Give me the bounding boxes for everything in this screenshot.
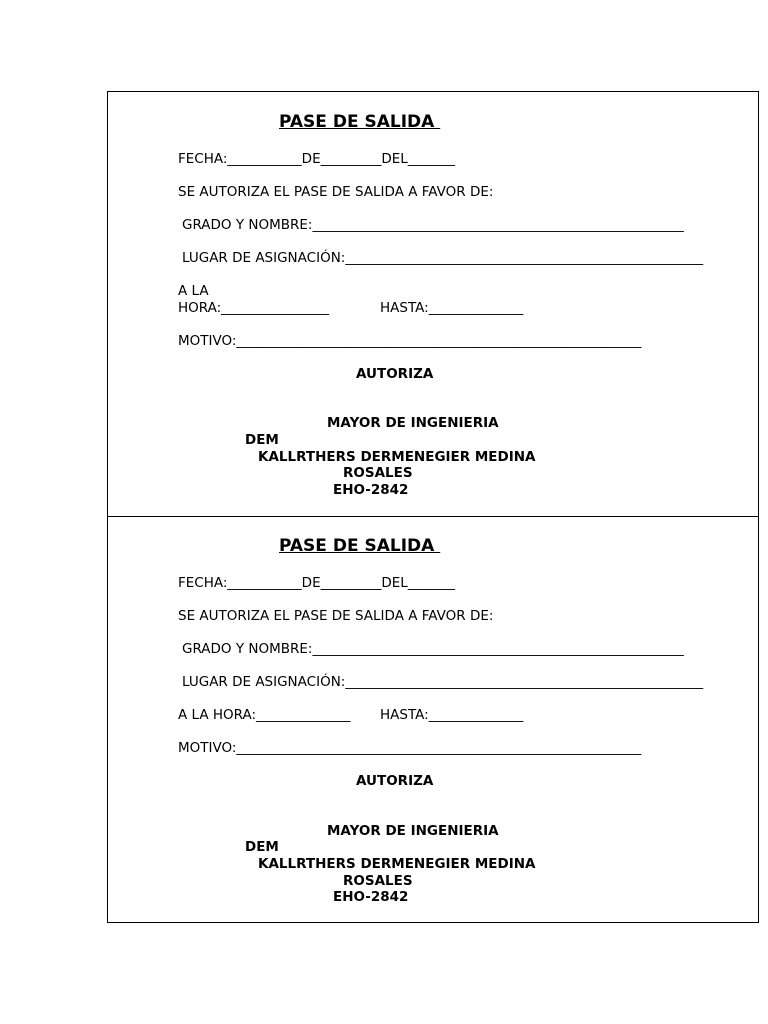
pass-2-signer-id: EHO-2842 xyxy=(333,889,409,905)
pass-1-signer-id: EHO-2842 xyxy=(333,482,409,498)
pass-2-signer-surname: ROSALES xyxy=(343,873,413,889)
pass-1-hora-field: HORA:________________ xyxy=(178,300,330,316)
pass-1-lugar-field: LUGAR DE ASIGNACIÓN:_____________________________________________________ xyxy=(182,250,704,266)
pass-1-grado-nombre-field: GRADO Y NOMBRE:_______________________________________________________ xyxy=(182,217,684,233)
pass-2-lugar-field: LUGAR DE ASIGNACIÓN:_____________________________________________________ xyxy=(182,674,704,690)
pass-1-motivo-field: MOTIVO:____________________________________________________________ xyxy=(178,333,642,349)
pass-2-motivo-field: MOTIVO:____________________________________________________________ xyxy=(178,740,642,756)
pass-1-hora-label: A LA xyxy=(178,283,209,299)
pass-1-signer-rank: MAYOR DE INGENIERIA xyxy=(327,415,499,431)
pass-1-signer-name: KALLRTHERS DERMENEGIER MEDINA xyxy=(258,449,536,465)
pass-2-autoriza-heading: AUTORIZA xyxy=(356,773,434,789)
pass-1-signer-unit: DEM xyxy=(245,432,279,448)
pass-1-autoriza-heading: AUTORIZA xyxy=(356,366,434,382)
pass-2-signer-unit: DEM xyxy=(245,839,279,855)
pass-1-title: PASE DE SALIDA xyxy=(279,112,441,132)
pass-2-signer-name: KALLRTHERS DERMENEGIER MEDINA xyxy=(258,856,536,872)
pass-1-authorization-text: SE AUTORIZA EL PASE DE SALIDA A FAVOR DE: xyxy=(178,184,494,200)
pass-2-grado-nombre-field: GRADO Y NOMBRE:_______________________________________________________ xyxy=(182,641,684,657)
pass-2-authorization-text: SE AUTORIZA EL PASE DE SALIDA A FAVOR DE: xyxy=(178,608,494,624)
pass-1-hasta-field: HASTA:______________ xyxy=(380,300,524,316)
pass-2-fecha-field: FECHA:___________DE_________DEL_______ xyxy=(178,575,456,591)
pass-1-fecha-field: FECHA:___________DE_________DEL_______ xyxy=(178,151,456,167)
pass-2-title: PASE DE SALIDA xyxy=(279,536,441,556)
pass-1-signer-surname: ROSALES xyxy=(343,465,413,481)
pass-2-hora-field: A LA HORA:______________ xyxy=(178,707,351,723)
pass-2-signer-rank: MAYOR DE INGENIERIA xyxy=(327,823,499,839)
pass-2-hasta-field: HASTA:______________ xyxy=(380,707,524,723)
